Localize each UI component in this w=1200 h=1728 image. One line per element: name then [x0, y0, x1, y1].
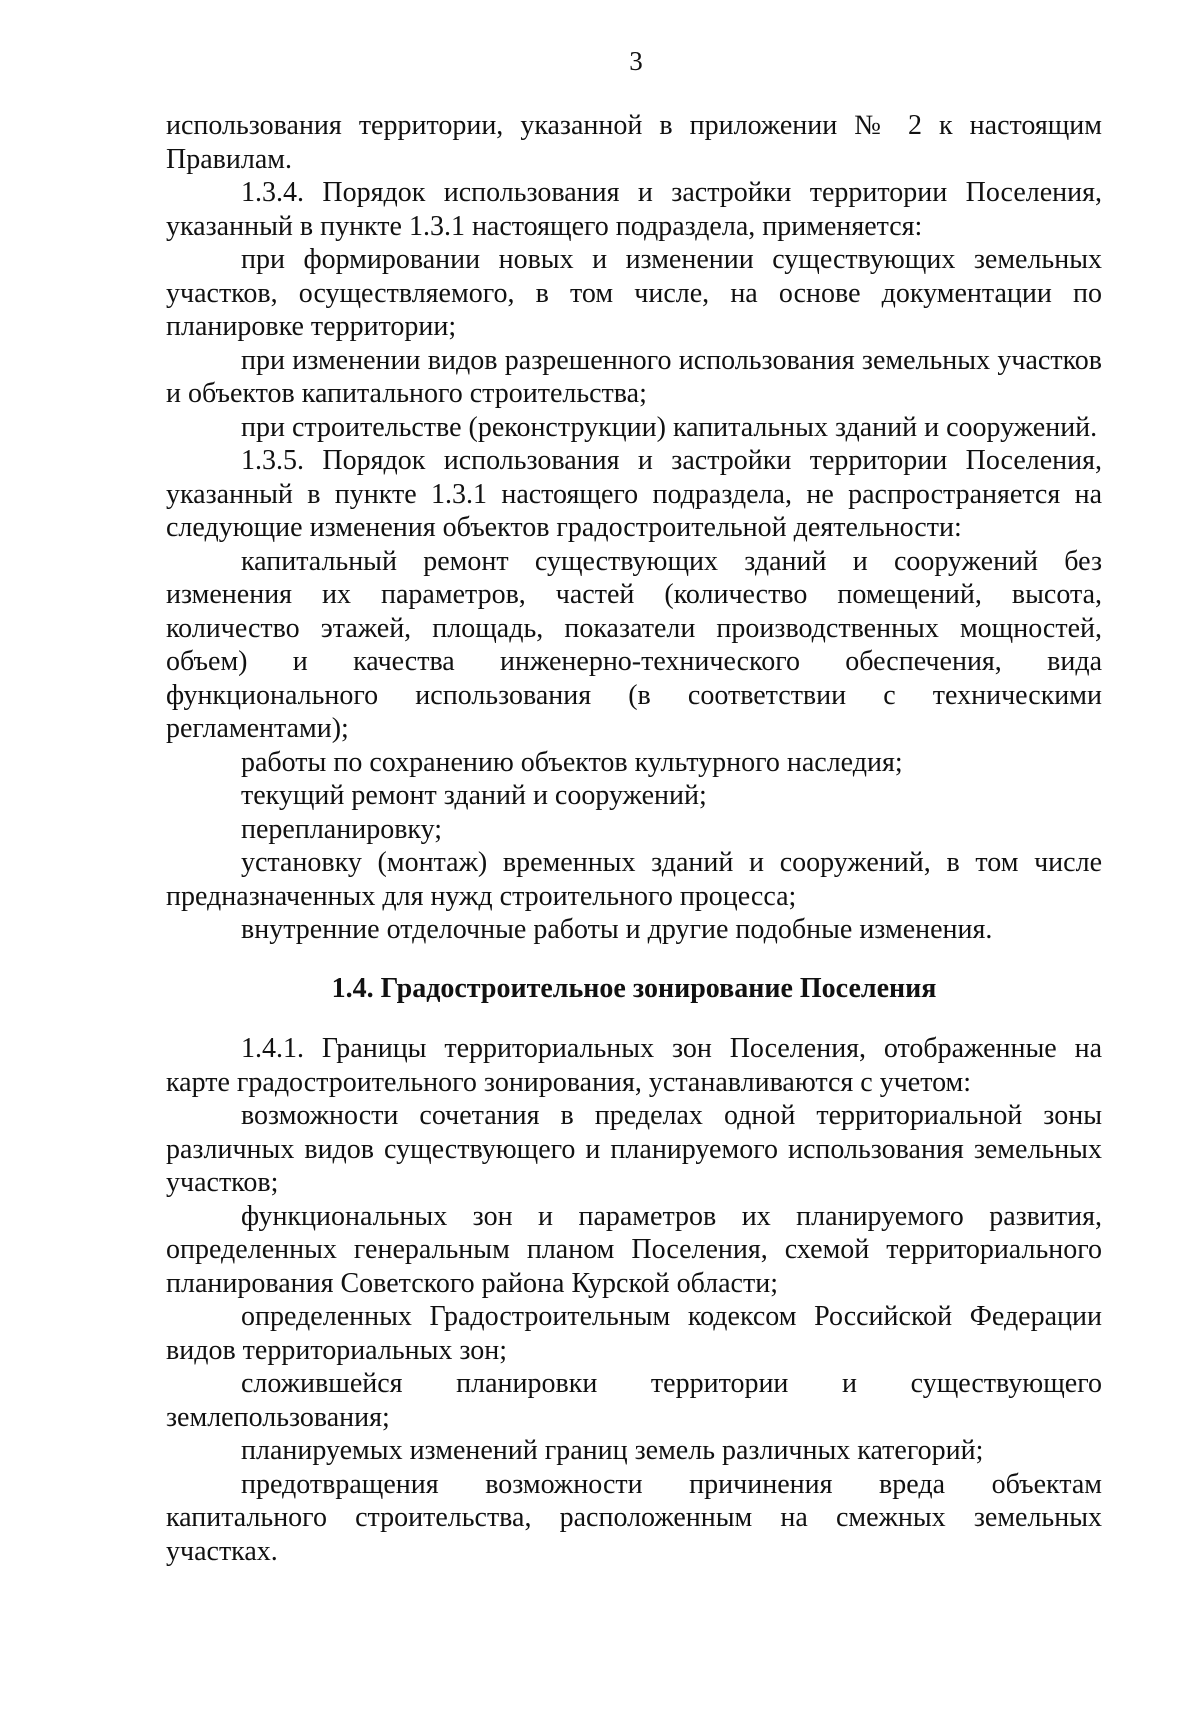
list-item-temporary-buildings: установку (монтаж) временных зданий и сооружений, в том числе предназначенных для нужд строительного процесса; — [166, 847, 1102, 912]
list-item-existing-planning: сложившейся планировки территории и существующего землепользования; — [166, 1368, 1102, 1433]
list-item-functional-zones: функциональных зон и параметров их планируемого развития, определенных генеральным планом Поселения, схемой территориального планирования Советского района Курской области; — [166, 1200, 1102, 1299]
page-number: 3 — [629, 46, 643, 76]
list-item-cultural-heritage: работы по сохранению объектов культурного наследия; — [241, 746, 903, 778]
document-body — [166, 109, 1102, 1568]
paragraph-1-4-1: 1.4.1. Границы территориальных зон Поселения, отображенные на карте градостроительного зонирования, устанавливаются с учетом: — [166, 1033, 1102, 1098]
paragraph-continuation: использования территории, указанной в приложении № 2 к настоящим Правилам. — [166, 110, 1102, 175]
list-item-changing-use: при изменении видов разрешенного использования земельных участков и объектов капитального строительства; — [166, 344, 1102, 409]
paragraph-1-3-5: 1.3.5. Порядок использования и застройки территории Поселения, указанный в пункте 1.3.1 настоящего подраздела, не распространяется на следующие изменения объектов градостроительной деятельности: — [166, 445, 1102, 543]
list-item-harm-prevention: предотвращения возможности причинения вреда объектам капитального строительства, расположенным на смежных земельных участках. — [166, 1468, 1102, 1567]
list-item-forming-plots: при формировании новых и изменении существующих земельных участков, осуществляемого, в том числе, на основе документации по планировке территории; — [166, 244, 1102, 342]
list-item-current-repair: текущий ремонт зданий и сооружений; — [241, 780, 707, 811]
section-heading-1-4: 1.4. Градостроительное зонирование Поселения — [331, 972, 937, 1004]
list-item-combination: возможности сочетания в пределах одной территориальной зоны различных видов существующего и планируемого использования земельных участков; — [166, 1100, 1102, 1198]
list-item-construction: при строительстве (реконструкции) капитальных зданий и сооружений. — [241, 411, 1098, 443]
list-item-land-categories: планируемых изменений границ земель различных категорий; — [241, 1435, 984, 1466]
list-item-interior-works: внутренние отделочные работы и другие подобные изменения. — [241, 914, 993, 945]
list-item-zone-types: определенных Градостроительным кодексом Российской Федерации видов территориальных зон; — [166, 1301, 1102, 1366]
list-item-replanning: перепланировку; — [241, 813, 443, 845]
list-item-capital-repair: капитальный ремонт существующих зданий и сооружений без изменения их параметров, частей (количество помещений, высота, количество этажей, площадь, показатели производственных мощностей, объем) и качества инженерно-технического обеспечения, вида функционального использования (в соответствии с техническими регламентами); — [166, 545, 1102, 744]
paragraph-1-3-4: 1.3.4. Порядок использования и застройки территории Поселения, указанный в пункте 1.3.1 настоящего подраздела, применяется: — [166, 177, 1102, 242]
